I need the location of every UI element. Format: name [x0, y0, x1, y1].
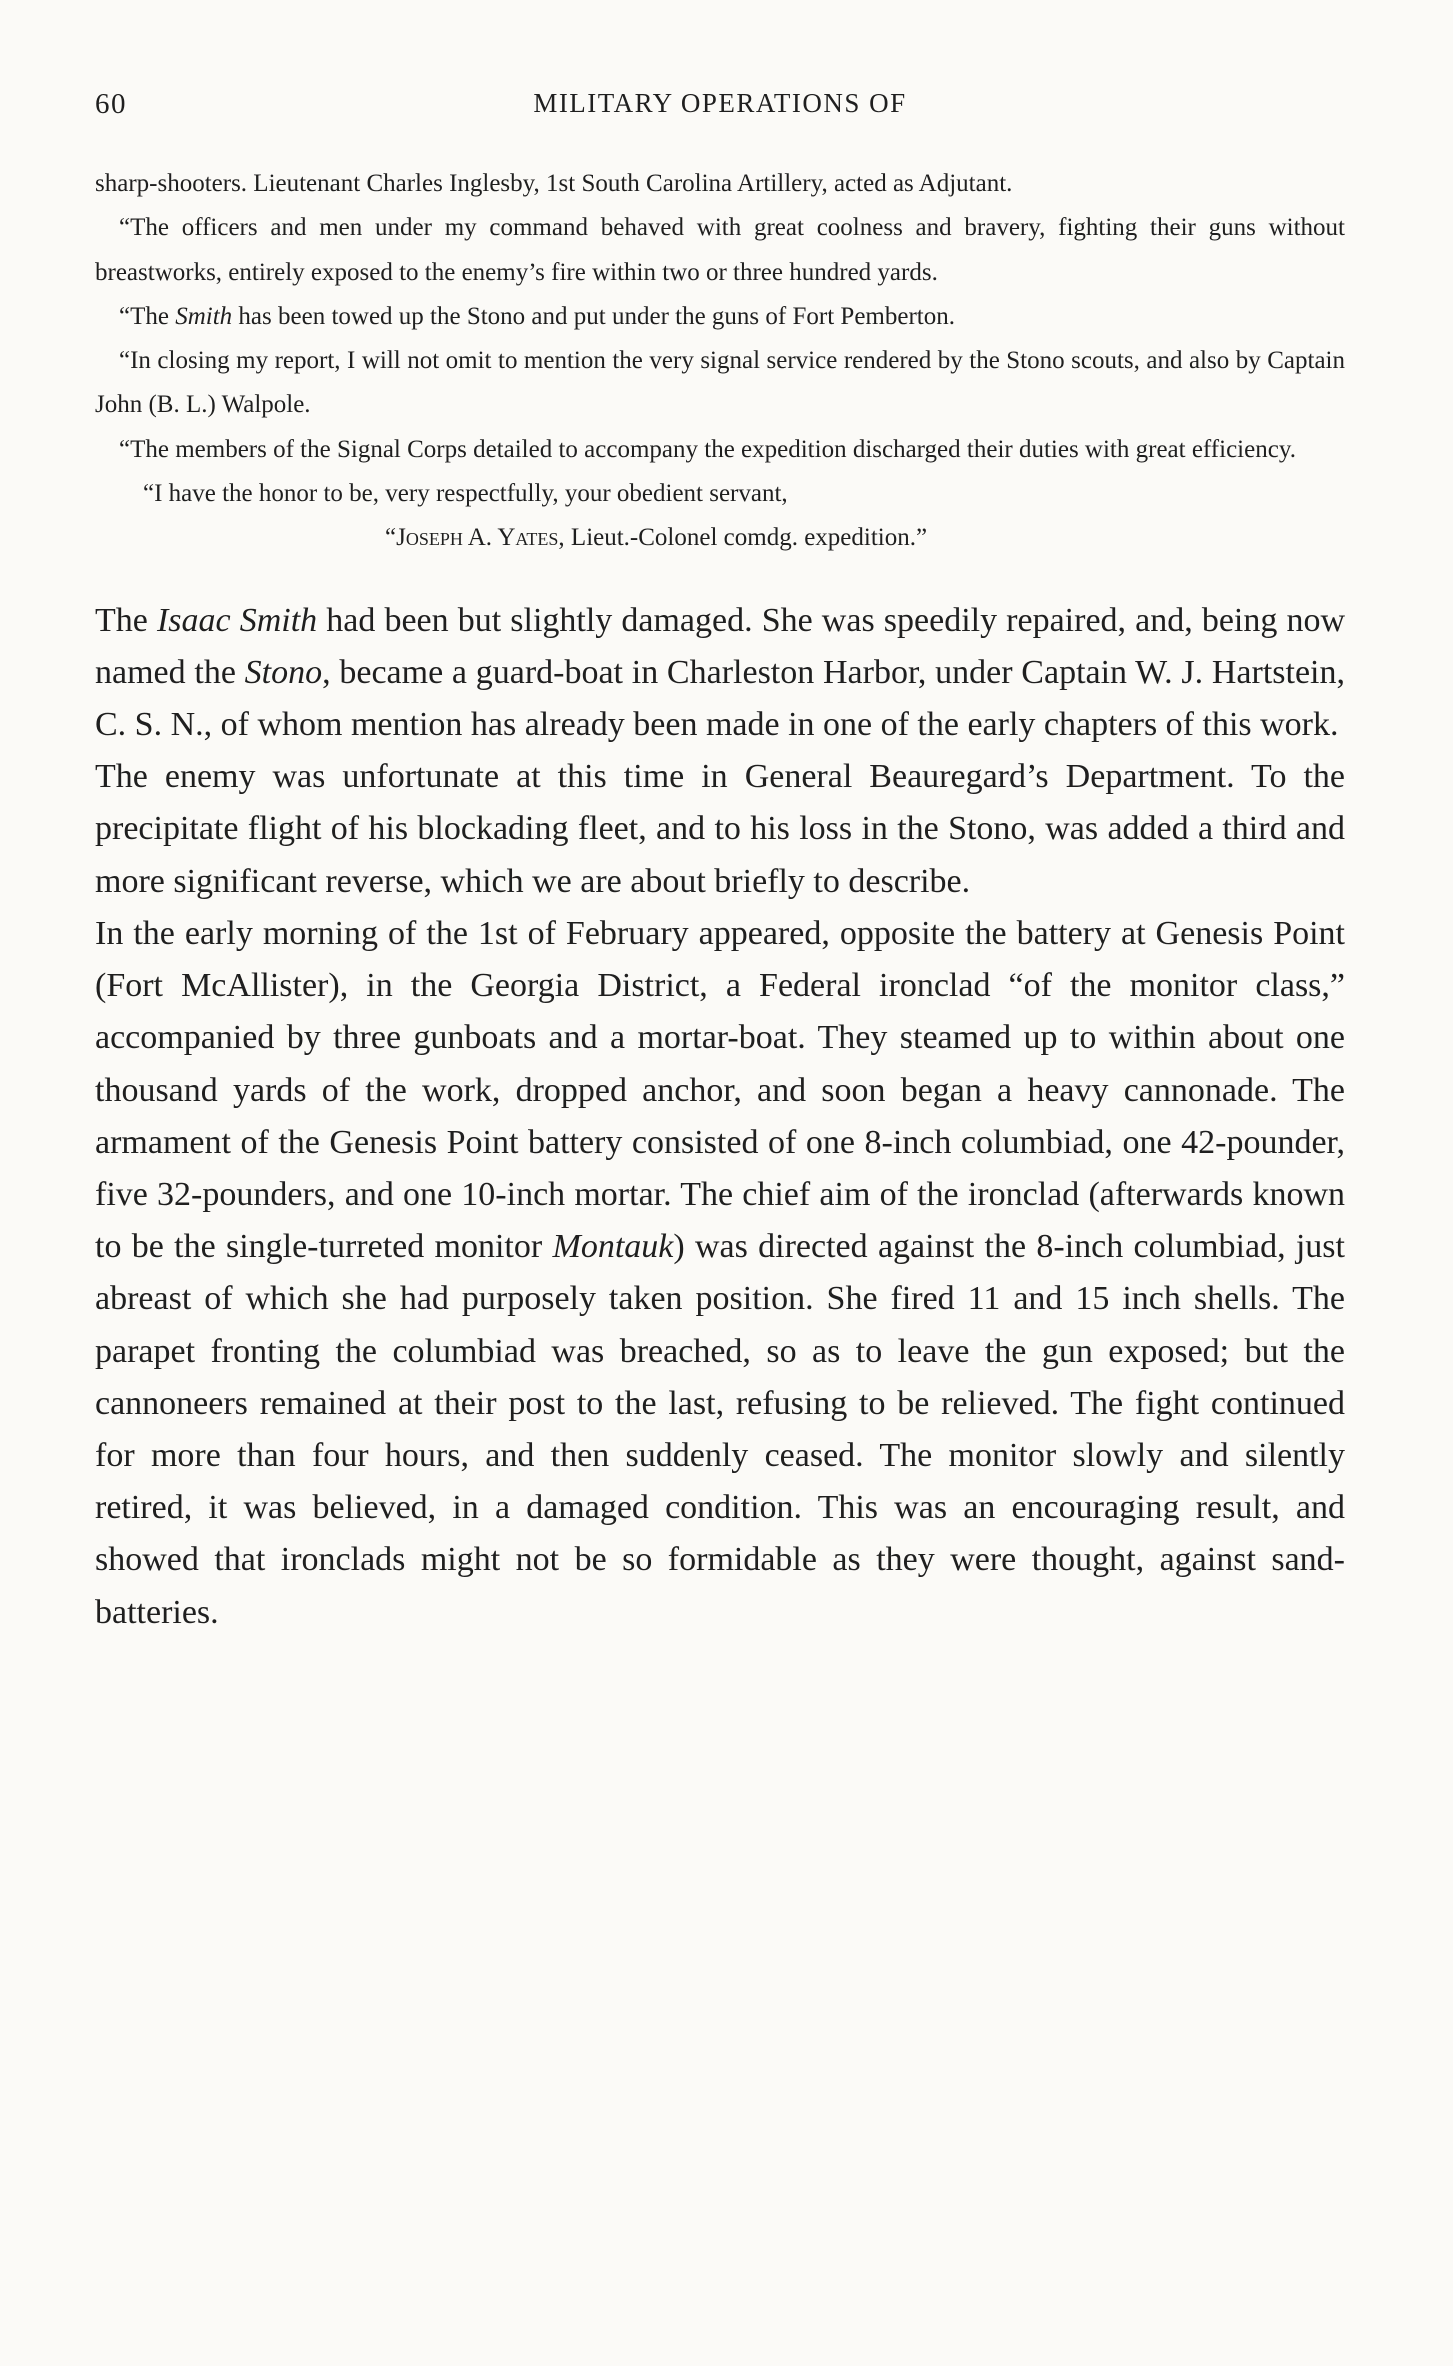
body-paragraph-3 — [95, 908, 1345, 1639]
body-paragraph-1 — [95, 595, 1345, 752]
body-text-run: ) was directed against the 8-inch columbiad, just abreast of which she had purposely taken position. She fired 11 and 15 inch shells. The parapet fronting the columbiad was breached, so as to leave the gun exposed; but the cannoneers remained at their post to the last, refusing to be relieved. The fight continued for more than four hours, and then suddenly ceased. The monitor slowly and silently retired, it was believed, in a damaged condition. This was an encouraging result, and showed that ironclads might not be so formidable as they were thought, against sand-batteries. — [95, 1228, 1345, 1631]
page-number: 60 — [95, 88, 127, 120]
body-text-run: , became a guard-boat in Charleston Harbor, under Captain W. J. Hartstein, C. S. N., of whom mention has already been made in one of the early chapters of this work. — [95, 653, 1345, 744]
quote-closing: “I have the honor to be, very respectfully, your obedient servant, — [143, 480, 788, 508]
running-head — [95, 88, 1345, 128]
quote-paragraph-2: “The officers and men under my command behaved with great coolness and bravery, fighting their guns without breastworks, entirely exposed to the enemy’s fire within two or three hundred yards. — [95, 214, 1345, 286]
quote-paragraph-5: “The members of the Signal Corps detailed to accompany the expedition discharged their duties with great efficiency. — [119, 435, 1296, 463]
quote-signature — [95, 516, 1345, 560]
quote-paragraph-4: “In closing my report, I will not omit to mention the very signal service rendered by the Stono scouts, and also by Captain John (B. L.) Walpole. — [95, 347, 1345, 419]
ship-name-italic: Montauk — [552, 1228, 674, 1266]
ship-name-italic: Smith — [175, 302, 233, 330]
quote-text: has been towed up the Stono and put under the guns of Fort Pemberton. — [232, 302, 955, 330]
body-text-run: The — [95, 601, 157, 639]
quote-paragraph-1: sharp-shooters. Lieutenant Charles Inglesby, 1st South Carolina Artillery, acted as Adjutant. — [95, 170, 1013, 197]
quote-paragraph-3 — [95, 295, 1345, 339]
quoted-report — [95, 162, 1345, 561]
body-paragraph-2: The enemy was unfortunate at this time in General Beauregard’s Department. To the precipitate flight of his blockading fleet, and to his loss in the Stono, was added a third and more significant reverse, which we are about briefly to describe. — [95, 758, 1345, 900]
quote-text: “The — [119, 302, 176, 330]
signature-title: , Lieut.-Colonel comdg. expedition.” — [558, 524, 928, 552]
body-text — [95, 595, 1345, 1639]
body-text-run: In the early morning of the 1st of February appeared, opposite the battery at Genesis Point (Fort McAllister), in the Georgia District, a Federal ironclad “of the monitor class,” accompanied by three gunboats and a mortar-boat. They steamed up to within about one thousand yards of the work, dropped anchor, and soon began a heavy cannonade. The armament of the Genesis Point battery consisted of one 8-inch columbiad, one 42-pounder, five 32-pounders, and one 10-inch mortar. The chief aim of the ironclad (afterwards known to be the single-turreted monitor — [95, 914, 1345, 1266]
running-title: MILITARY OPERATIONS OF — [533, 88, 907, 118]
body-text-run: had been but slightly damaged. She was speedily repaired, and, being now named the — [95, 601, 1346, 691]
ship-name-italic: Isaac Smith — [156, 601, 318, 639]
book-page — [95, 88, 1345, 1639]
ship-name-italic: Stono — [244, 653, 323, 691]
signature-prefix: “ — [385, 524, 397, 552]
signature-name: Joseph A. Yates — [396, 524, 559, 552]
